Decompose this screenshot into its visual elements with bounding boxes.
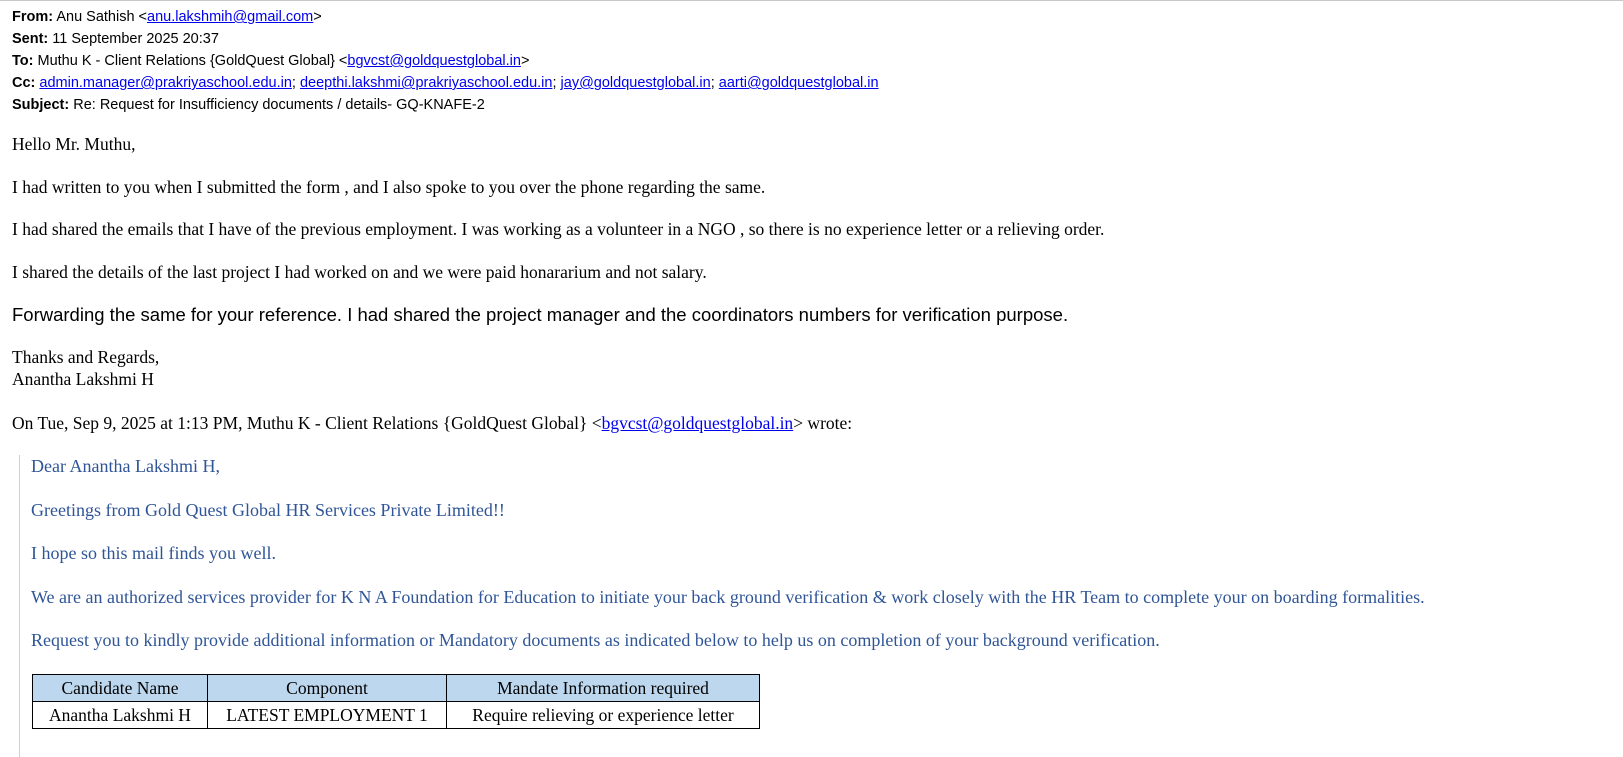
table-header-row [33,675,760,702]
from-row [12,6,879,28]
quote-attribution [12,413,852,434]
cc-email-link[interactable]: aarti@goldquestglobal.in [718,75,879,91]
table-cell: Anantha Lakshmi H [33,702,208,729]
to-label: To: [12,53,34,69]
sent-row [12,28,879,50]
column-header: Mandate Information required [447,675,760,702]
from-close: > [313,9,322,25]
to-row [12,50,879,72]
cc-label: Cc: [12,75,36,91]
table-cell: LATEST EMPLOYMENT 1 [208,702,447,729]
reply-paragraph: I had written to you when I submitted the form , and I also spoke to you over the phone regarding the same. [12,177,766,197]
attribution-suffix: > wrote: [793,413,853,433]
quoted-hope: I hope so this mail finds you well. [31,543,276,563]
cc-email-link[interactable]: deepthi.lakshmi@prakriyaschool.edu.in [299,75,553,91]
from-label: From: [12,9,54,25]
attribution-prefix: On Tue, Sep 9, 2025 at 1:13 PM, Muthu K - Client Relations {GoldQuest Global} < [12,413,602,433]
reply-paragraph: Forwarding the same for your reference. I had shared the project manager and the coordinators numbers for verification purpose. [12,304,1069,325]
reply-signoff: Thanks and Regards, [12,347,160,367]
table-row [33,702,760,729]
email-header [12,6,879,116]
column-header: Candidate Name [33,675,208,702]
quoted-intro: We are an authorized services provider for K N A Foundation for Education to initiate your back ground verification & work closely with the HR Team to complete your on boarding formalities. [31,587,1425,607]
cc-separator: ; [710,75,719,91]
quoted-request: Request you to kindly provide additional information or Mandatory documents as indicated below to help us on completion of your background verification. [31,630,1160,650]
from-email-link[interactable]: anu.lakshmih@gmail.com [147,9,314,25]
cc-separator: ; [552,75,561,91]
reply-paragraph: I shared the details of the last project I had worked on and we were paid honararium and not salary. [12,262,707,282]
to-close: > [520,53,530,69]
cc-separator: ; [291,75,300,91]
to-name: Muthu K - Client Relations {GoldQuest Global} < [37,53,348,69]
from-name: Anu Sathish < [56,9,148,25]
to-email-link[interactable]: bgvcst@goldquestglobal.in [347,53,521,69]
reply-greeting: Hello Mr. Muthu, [12,134,136,154]
sent-value: 11 September 2025 20:37 [52,31,219,47]
reply-signature: Anantha Lakshmi H [12,369,154,389]
subject-label: Subject: [12,97,70,113]
top-divider [0,0,1623,1]
insufficiency-table [32,674,760,729]
quoted-message [19,455,1620,757]
quoted-salutation: Dear Anantha Lakshmi H, [31,456,220,476]
quoted-greetings: Greetings from Gold Quest Global HR Services Private Limited!! [31,500,505,520]
column-header: Component [208,675,447,702]
attribution-email-link[interactable]: bgvcst@goldquestglobal.in [601,413,794,433]
cc-email-link[interactable]: admin.manager@prakriyaschool.edu.in [39,75,292,91]
subject-value: Re: Request for Insufficiency documents / details- GQ-KNAFE-2 [73,97,485,113]
sent-label: Sent: [12,31,49,47]
cc-row [12,72,879,94]
subject-row [12,94,879,116]
table-cell: Require relieving or experience letter [447,702,760,729]
cc-email-link[interactable]: jay@goldquestglobal.in [560,75,711,91]
reply-paragraph: I had shared the emails that I have of the previous employment. I was working as a volunteer in a NGO , so there is no experience letter or a relieving order. [12,219,1105,239]
